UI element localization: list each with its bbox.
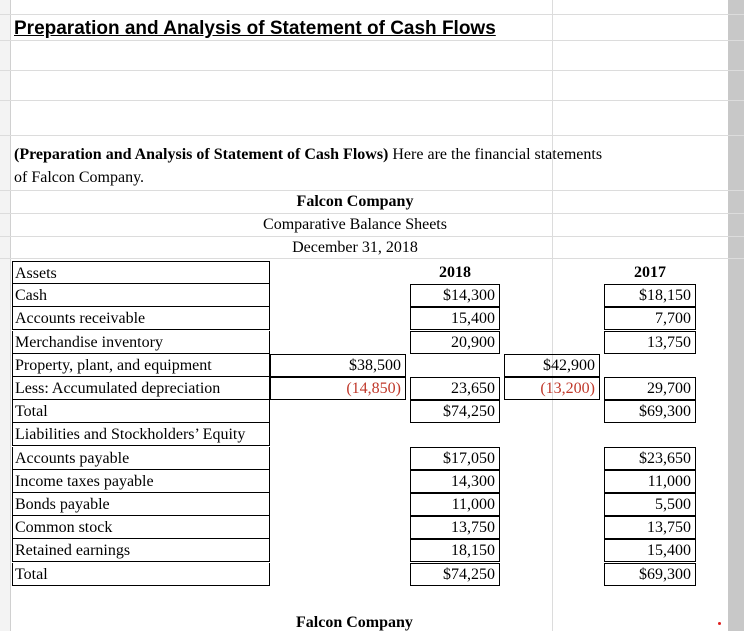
company-name: Falcon Company xyxy=(296,193,414,210)
cell-n17[interactable]: 13,750 xyxy=(604,331,696,354)
cell-n18[interactable]: 15,400 xyxy=(410,307,500,330)
cell-a18[interactable]: (14,850) xyxy=(270,377,406,400)
row-label: Merchandise inventory xyxy=(12,331,270,354)
cell-n18[interactable]: 20,900 xyxy=(410,331,500,354)
scrollbar-track[interactable] xyxy=(728,0,744,631)
cell-n18[interactable]: $74,250 xyxy=(410,400,500,423)
intro-text-line-2: of Falcon Company. xyxy=(14,169,145,186)
grid-line xyxy=(0,190,744,191)
cell-n17[interactable]: 29,700 xyxy=(604,377,696,400)
grid-line xyxy=(0,70,744,71)
row-label: Income taxes payable xyxy=(12,470,270,493)
row-label: Bonds payable xyxy=(12,493,270,516)
row-label: Property, plant, and equipment xyxy=(12,354,270,377)
row-label: Common stock xyxy=(12,516,270,539)
cell-n17[interactable]: 15,400 xyxy=(604,539,696,562)
cell-n18[interactable]: $14,300 xyxy=(410,284,500,307)
intro-rest: Here are the financial statements xyxy=(388,146,603,163)
intro-text-line-1 xyxy=(14,146,602,164)
grid-line xyxy=(552,0,553,631)
next-section-company-name: Falcon Company xyxy=(296,614,413,631)
cell-a17[interactable]: (13,200) xyxy=(504,377,600,400)
cell-n18[interactable]: 23,650 xyxy=(410,377,500,400)
row-label: Accounts receivable xyxy=(12,307,270,330)
intro-bold: (Preparation and Analysis of Statement of Cash Flows) xyxy=(14,146,389,163)
cell-n18[interactable]: $17,050 xyxy=(410,447,500,470)
grid-line xyxy=(0,14,744,15)
page-title: Preparation and Analysis of Statement of Cash Flows xyxy=(14,18,496,39)
cell-n17[interactable]: $69,300 xyxy=(604,400,696,423)
grid-line xyxy=(0,213,744,214)
grid-line xyxy=(0,100,744,101)
grid-line xyxy=(0,236,744,237)
row-label: Cash xyxy=(12,284,270,307)
column-header-2018: 2018 xyxy=(439,264,471,281)
cell-n18[interactable]: 18,150 xyxy=(410,539,500,562)
cell-n18[interactable]: $74,250 xyxy=(410,563,500,586)
statement-date: December 31, 2018 xyxy=(292,239,418,256)
column-header-2017: 2017 xyxy=(634,264,666,281)
cell-n17[interactable]: 11,000 xyxy=(604,470,696,493)
cell-n17[interactable]: $18,150 xyxy=(604,284,696,307)
row-label: Liabilities and Stockholders’ Equity xyxy=(12,423,270,446)
row-label: Total xyxy=(12,400,270,423)
cell-marker xyxy=(718,622,721,625)
cell-n17[interactable]: $23,650 xyxy=(604,447,696,470)
cell-n17[interactable]: 7,700 xyxy=(604,307,696,330)
cell-n18[interactable]: 11,000 xyxy=(410,493,500,516)
cell-n18[interactable]: 14,300 xyxy=(410,470,500,493)
cell-a18[interactable]: $38,500 xyxy=(270,354,406,377)
row-label: Less: Accumulated depreciation xyxy=(12,377,270,400)
cell-n17[interactable]: 13,750 xyxy=(604,516,696,539)
grid-line xyxy=(0,258,744,259)
row-header-strip xyxy=(0,0,11,631)
cell-n17[interactable]: $69,300 xyxy=(604,563,696,586)
grid-line xyxy=(0,135,744,136)
row-label: Total xyxy=(12,563,270,586)
statement-name: Comparative Balance Sheets xyxy=(263,216,447,233)
row-label: Assets xyxy=(12,261,270,284)
grid-line xyxy=(0,40,744,41)
row-label: Accounts payable xyxy=(12,447,270,470)
cell-n18[interactable]: 13,750 xyxy=(410,516,500,539)
row-label: Retained earnings xyxy=(12,539,270,562)
cell-a17[interactable]: $42,900 xyxy=(504,354,600,377)
cell-n17[interactable]: 5,500 xyxy=(604,493,696,516)
